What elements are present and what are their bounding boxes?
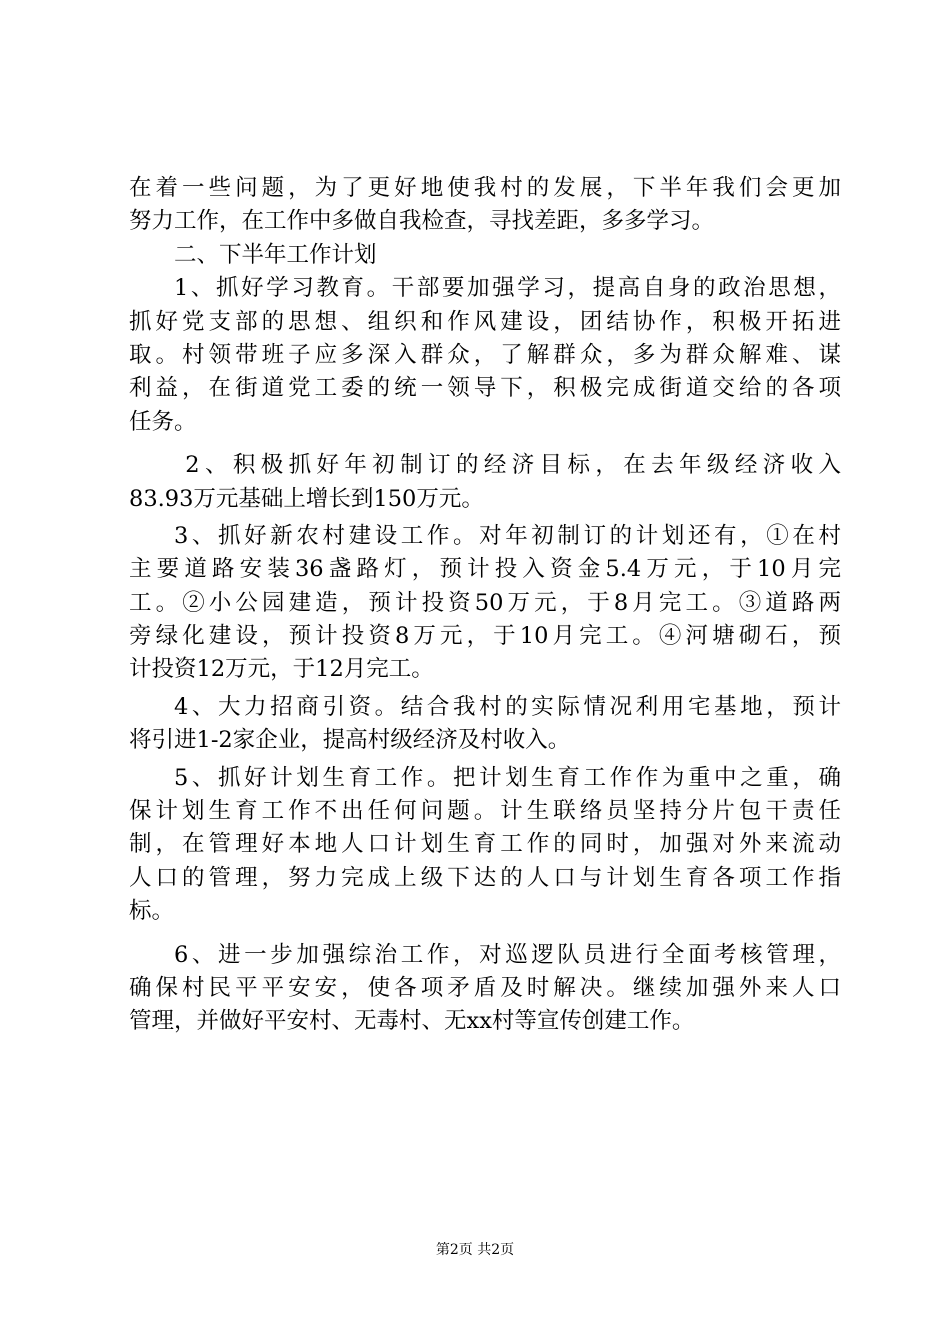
document-line: 抓好党支部的思想、组织和作风建设，团结协作，积极开拓进 [129,308,841,335]
document-line: 主要道路安装36盏路灯，预计投入资金5.4万元，于10月完 [129,556,841,583]
document-line: 工。②小公园建造，预计投资50万元，于8月完工。③道路两 [129,589,841,616]
document-line: 3、抓好新农村建设工作。对年初制订的计划还有，①在村 [174,522,841,549]
document-line: 二、下半年工作计划 [174,241,377,268]
document-line: 确保村民平平安安，使各项矛盾及时解决。继续加强外来人口 [129,974,841,1001]
document-line: 取。村领带班子应多深入群众，了解群众，多为群众解难、谋 [129,341,841,368]
document-line: 旁绿化建设，预计投资8万元，于10月完工。④河塘砌石，预 [129,623,841,650]
document-line: 标。 [129,898,175,925]
document-line: 4、大力招商引资。结合我村的实际情况利用宅基地，预计 [174,693,841,720]
document-line: 5、抓好计划生育工作。把计划生育工作作为重中之重，确 [174,764,841,791]
document-line: 在着一些问题，为了更好地使我村的发展，下半年我们会更加 [129,175,841,201]
document-line: 管理，并做好平安村、无毒村、无xx村等宣传创建工作。 [129,1008,695,1035]
document-line: 制，在管理好本地人口计划生育工作的同时，加强对外来流动 [129,831,841,858]
document-body [129,172,841,1039]
document-line: 利益，在街道党工委的统一领导下，积极完成街道交给的各项 [129,375,841,402]
document-line: 努力工作，在工作中多做自我检查，寻找差距，多多学习。 [129,208,715,235]
page-footer: 第2页 共2页 [435,1242,515,1258]
document-line: 1、抓好学习教育。干部要加强学习，提高自身的政治思想， [174,275,841,302]
document-line: 任务。 [129,408,197,435]
document-line: 人口的管理，努力完成上级下达的人口与计划生育各项工作指 [129,864,841,891]
document-line: 计投资12万元，于12月完工。 [129,656,434,683]
document-line: 保计划生育工作不出任何问题。计生联络员坚持分片包干责任 [129,798,841,825]
document-line: 将引进1-2家企业，提高村级经济及村收入。 [129,727,571,754]
document-line: 6、进一步加强综治工作，对巡逻队员进行全面考核管理， [174,941,841,968]
document-line: 83.93万元基础上增长到150万元。 [129,485,484,512]
document-line: 2、积极抓好年初制订的经济目标，在去年级经济收入 [185,452,841,479]
